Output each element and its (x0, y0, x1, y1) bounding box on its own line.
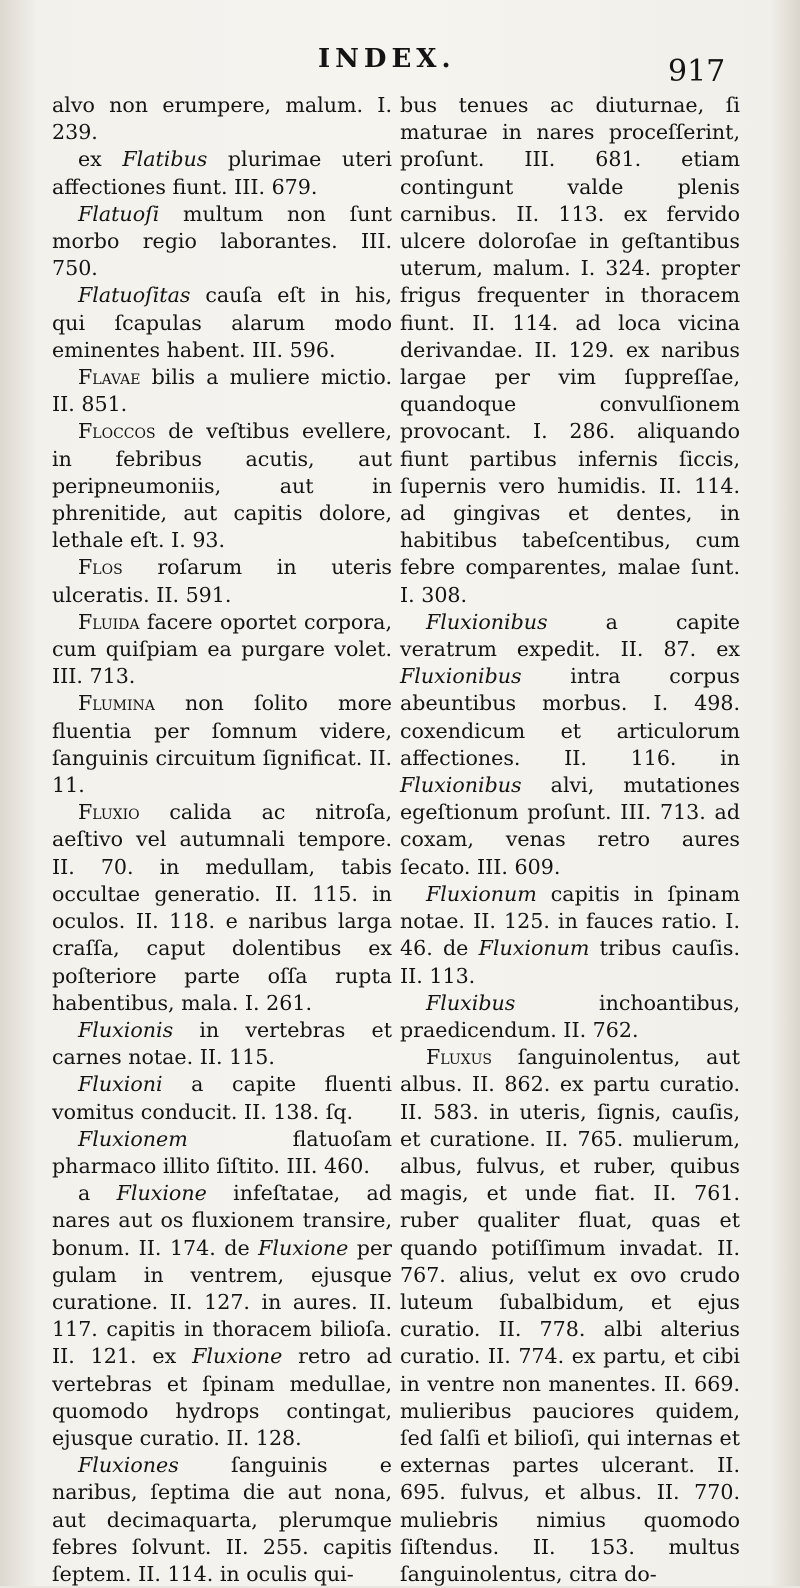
entry-text: a capite veratrum expedit. II. 87. ex (400, 609, 740, 662)
index-column-left (52, 92, 392, 1588)
entry-text: cauſa eſt in his, qui ſcapulas alarum modo eminentes habent. III. 596. (52, 283, 392, 362)
index-entry (52, 92, 392, 146)
index-entry (52, 1452, 392, 1588)
entry-text: non ſolito more fluentia per ſomnum videre, ſanguinis circuitum ſignificat. II. 11. (52, 691, 392, 798)
entry-headword: Fluxionibus (400, 664, 522, 689)
entry-headword: Fluxionis (78, 1017, 174, 1042)
entry-headword: Flatuoſitas (78, 283, 191, 308)
entry-headword: Fluxus (426, 1045, 492, 1070)
entry-headword: Fluxionibus (400, 773, 522, 798)
entry-headword: Flavae (78, 365, 141, 390)
entry-text: roſarum in uteris ulceratis. II. 591. (52, 555, 392, 607)
entry-headword: Fluida (78, 609, 140, 634)
entry-headword: Fluxioni (78, 1072, 163, 1097)
entry-text: per gulam in ventrem, ejusque curatione. II. 127. in aures. II. 117. capitis in thoracem bilioſa. II. 121. ex (52, 1235, 392, 1369)
entry-headword: Flos (78, 555, 123, 580)
entry-text: de veſtibus evellere, in febribus acutis, aut peripneumoniis, aut in phrenitide, aut capitis dolore, lethale eſt. I. 93. (52, 419, 392, 553)
index-entry (52, 146, 392, 200)
entry-text: intra corpus abeuntibus morbus. I. 498. coxendicum et articulorum affectiones. II. 116. in (400, 664, 740, 770)
entry-text: facere oportet corpora, cum quiſpiam ea purgare volet. III. 713. (52, 609, 392, 689)
entry-headword: Fluxibus (426, 990, 516, 1015)
entry-headword: Fluxio (78, 800, 140, 825)
index-entry (52, 201, 392, 283)
index-entry (52, 690, 392, 799)
page-header (0, 44, 800, 94)
entry-headword: Floccos (78, 419, 156, 444)
index-entry (400, 990, 740, 1044)
entry-text: retro ad vertebras et ſpinam medullae, quomodo hydrops contingat, ejusque curatio. II. 128. (52, 1344, 393, 1450)
index-column-right (400, 92, 740, 1588)
entry-text: alvi, mutationes egeſtionum proſunt. III. 713. ad coxam, venas retro aures ſecato. III. 609. (400, 773, 740, 879)
entry-text: ſanguinis e naribus, ſeptima die aut nona, aut decimaquarta, plerumque febres ſolvunt. II. 255. capitis ſeptem. II. 114. in oculis qui- (52, 1453, 392, 1586)
entry-headword: Fluxiones (78, 1453, 179, 1478)
entry-text: a (78, 1181, 117, 1206)
entry-headword: Fluxione (192, 1344, 283, 1369)
index-entry (400, 609, 740, 881)
entry-text: tribus cauſis. II. 113. (400, 936, 741, 988)
entry-headword: Fluxionum (478, 936, 590, 961)
entry-headword: Fluxionem (78, 1126, 188, 1151)
entry-text: plurimae uteri affectiones fiunt. III. 679. (52, 147, 392, 199)
index-entry (52, 609, 392, 691)
index-entry (52, 799, 392, 1017)
index-entry (52, 1071, 392, 1125)
entry-text: inchoantibus, praedicendum. II. 762. (400, 990, 740, 1042)
index-entry (52, 1017, 392, 1071)
index-entry (400, 881, 740, 990)
page-number: 917 (668, 54, 726, 89)
entry-headword: Fluxione (116, 1181, 207, 1206)
entry-headword: Flatuoſi (78, 201, 160, 226)
index-entry (52, 1126, 392, 1180)
index-entry (400, 1044, 740, 1588)
entry-text: bus tenues ac diuturnae, ſi maturae in nares proceſſerint, proſunt. III. 681. etiam contingunt valde plenis carnibus. II. 113. ex fervido ulcere doloroſae in geſtantibus uterum, malum. I. 324. propter frigus frequenter in thoracem fiunt. II. 114. ad loca vicina derivandae. II. 129. ex naribus largae per vim ſuppreſſae, quandoque convulſionem provocant. I. 286. aliquando fiunt partibus infernis ſiccis, ſupernis vero humidis. II. 114. ad gingivas et dentes, in habitibus tabeſcentibus, cum febre comparentes, malae ſunt. I. 308. (400, 93, 740, 607)
index-entry (52, 364, 392, 418)
entry-headword: Fluxione (258, 1235, 349, 1260)
entry-text: multum non ſunt morbo regio laborantes. III. 750. (52, 201, 392, 281)
entry-headword: Flatibus (122, 147, 208, 172)
entry-text: bilis a muliere mictio. II. 851. (52, 365, 392, 417)
index-entry (400, 92, 740, 609)
index-entry (52, 418, 392, 554)
entry-text: capitis in ſpinam notae. II. 125. in fauces ratio. I. 46. de (400, 881, 740, 961)
entry-text: alvo non erumpere, malum. I. 239. (52, 93, 392, 145)
entry-text: calida ac nitroſa, aeſtivo vel autumnali tempore. II. 70. in medullam, tabis occultae generatio. II. 115. in oculos. II. 118. e naribus larga craſſa, caput dolentibus ex poſteriore parte oſſa rupta habentibus, mala. I. 261. (52, 800, 392, 1015)
entry-text: in vertebras et carnes notae. II. 115. (52, 1017, 392, 1070)
entry-headword: Fluxionibus (426, 609, 548, 634)
entry-text: a capite fluenti vomitus conducit. II. 138. ſq. (52, 1072, 392, 1124)
running-head: INDEX. (318, 44, 456, 74)
entry-text: ſanguinolentus, aut albus. II. 862. ex partu curatio. II. 583. in uteris, ſignis, cauſis, et curatione. II. 765. mulierum, albus, fulvus, et ruber, quibus magis, et unde fiat. II. 761. ruber qualiter fluat, quas et quando potiſſimum invadat. II. 767. alius, velut ex ovo crudo luteum ſubalbidum, et ejus curatio. II. 778. albi alterius curatio. II. 774. ex partu, et cibi in ventre non manentes. II. 669. mulieribus pauciores quidem, ſed ſalſi et bilioſi, qui internas et externas partes ulcerant. II. 695. fulvus, et albus. II. 770. muliebris nimius quomodo ſiſtendus. II. 153. multus ſanguinolentus, citra do- (400, 1045, 740, 1586)
entry-headword: Fluxionum (426, 881, 537, 906)
index-entry (52, 1180, 392, 1452)
index-entry (52, 554, 392, 608)
entry-headword: Flumina (78, 691, 155, 716)
index-entry (52, 282, 392, 364)
entry-text: infeſtatae, ad nares aut os fluxionem transire, bonum. II. 174. de (52, 1181, 392, 1260)
entry-text: ex (78, 147, 123, 172)
entry-text: flatuoſam pharmaco illito ſiſtito. III. 460. (52, 1126, 392, 1178)
